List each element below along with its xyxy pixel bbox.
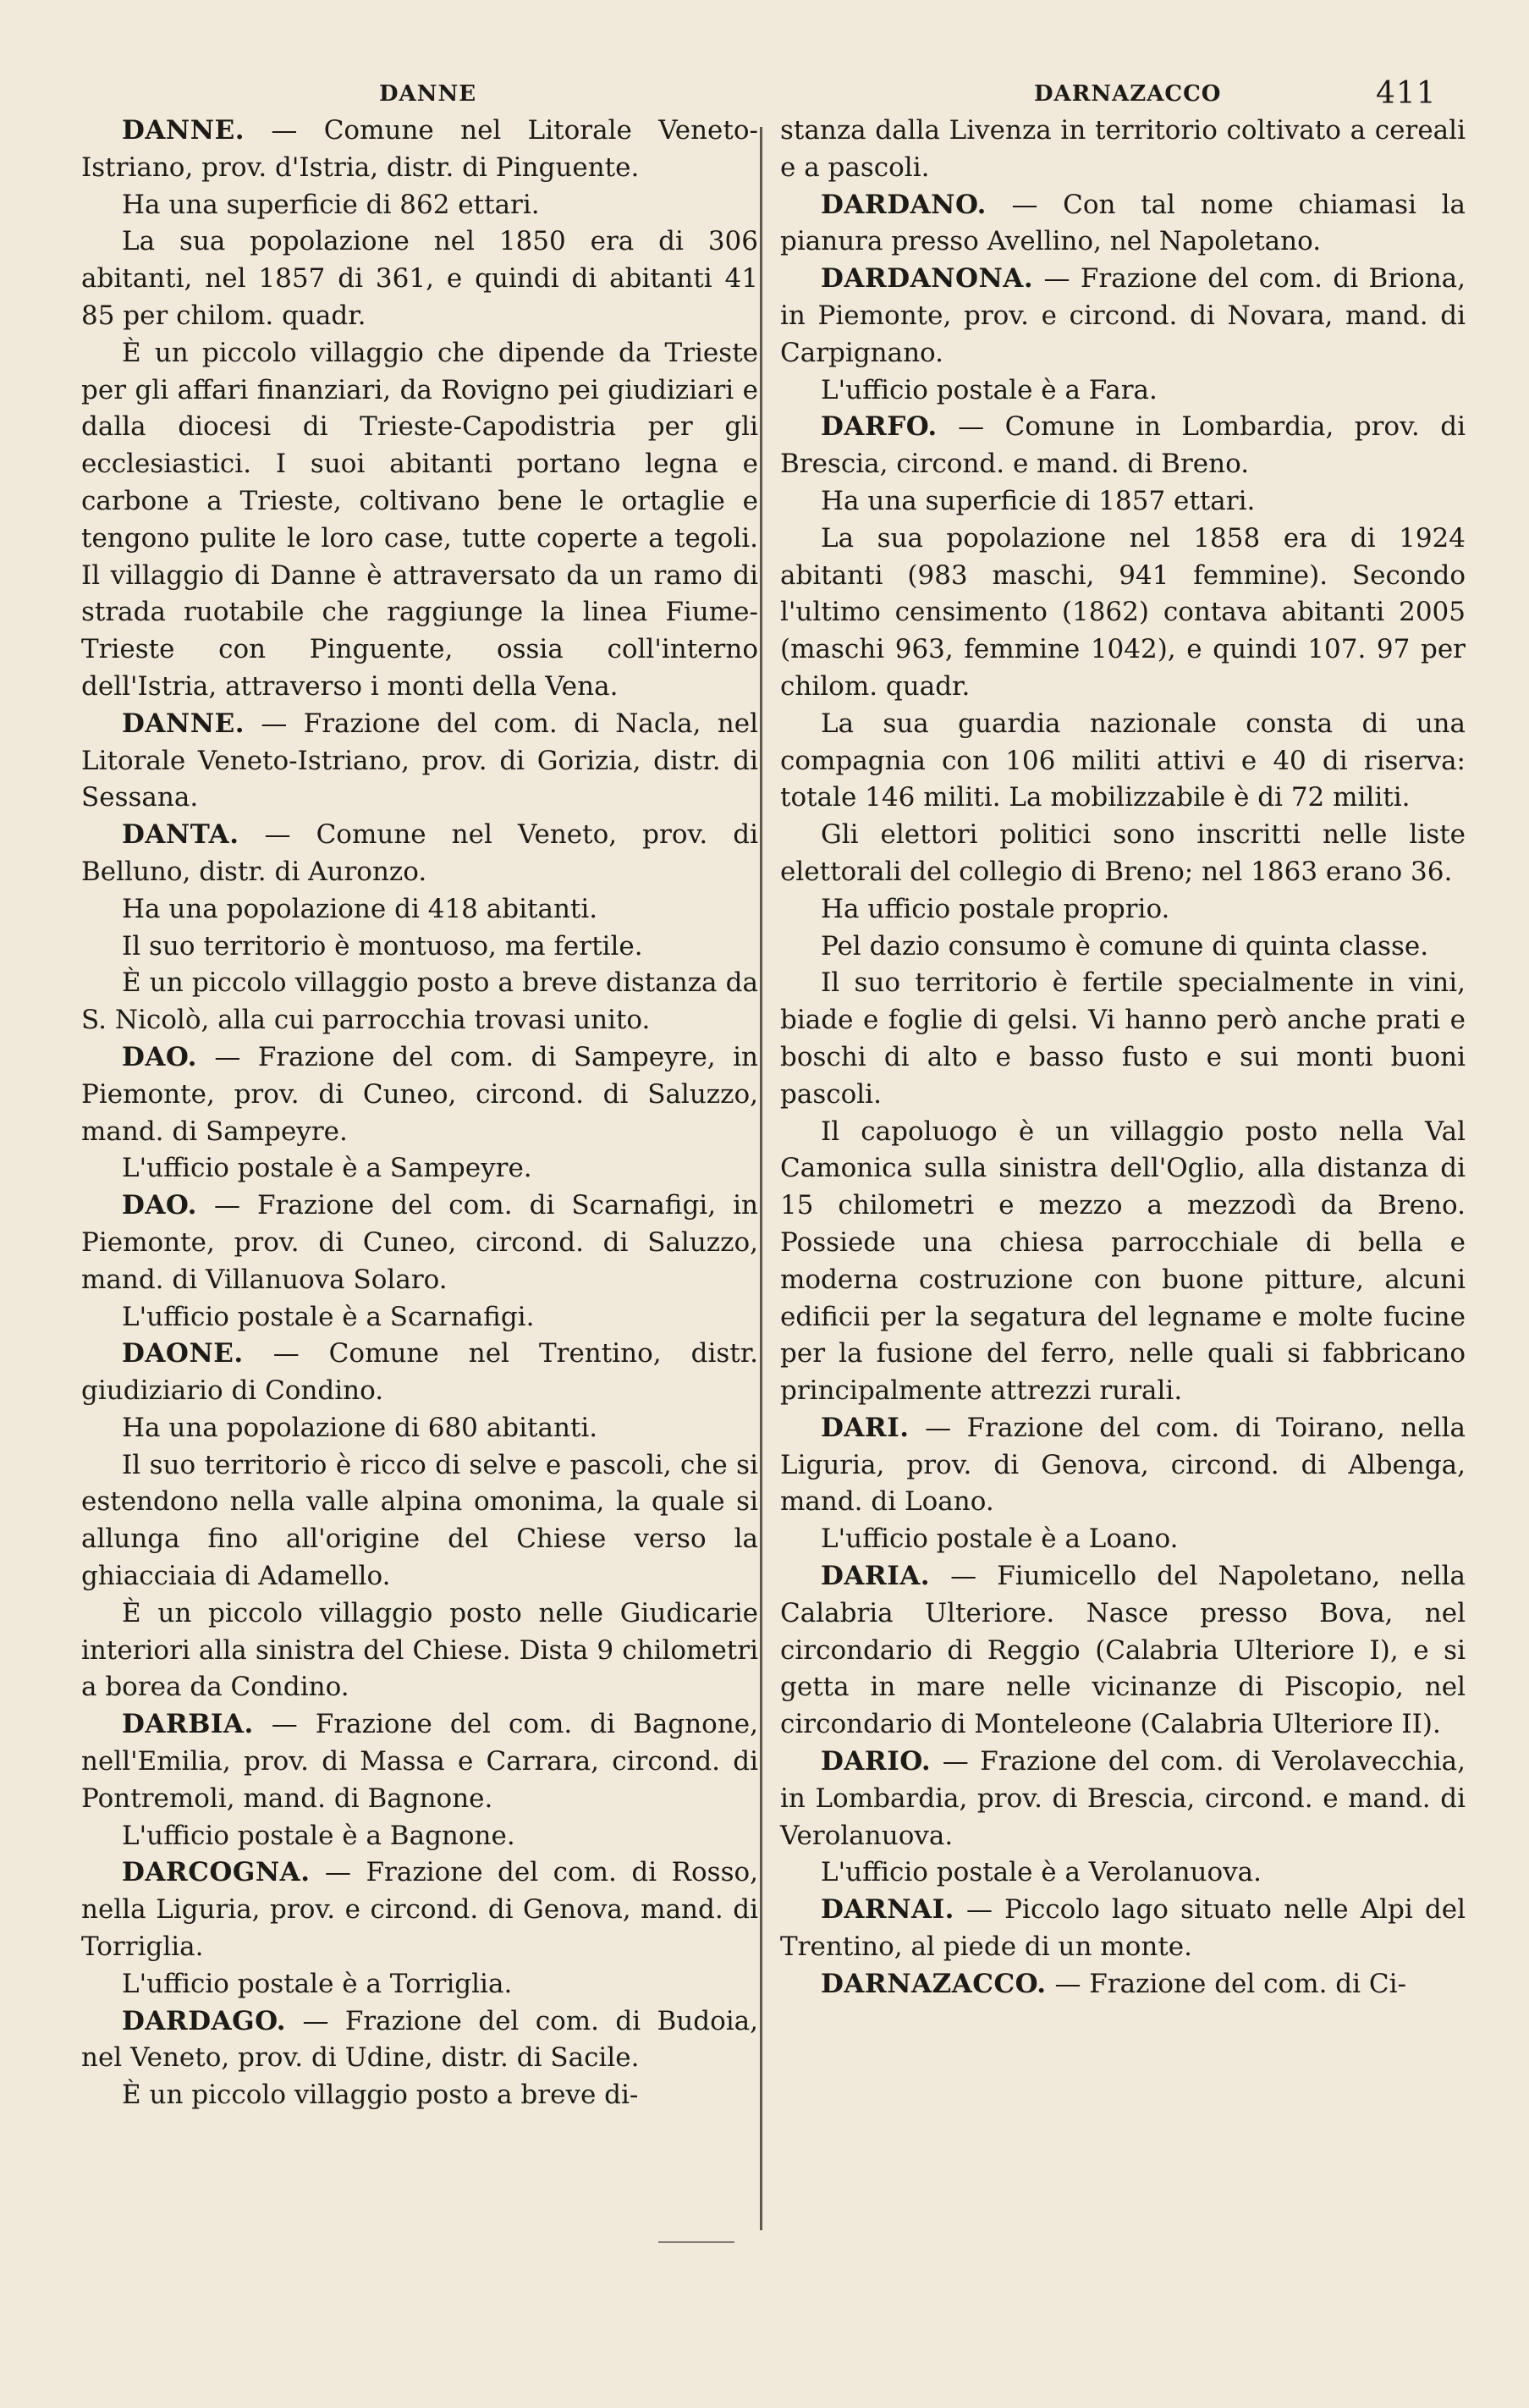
entry-paragraph: [81, 1818, 758, 1855]
entry-text: Il suo territorio è montuoso, ma fertile.: [122, 930, 643, 962]
entry-text: L'ufficio postale è a Sampeyre.: [122, 1153, 532, 1184]
entry-paragraph: [780, 1558, 1466, 1744]
entry-paragraph: [81, 1039, 758, 1150]
entry-text: L'ufficio postale è a Loano.: [821, 1524, 1179, 1555]
entry-paragraph: [780, 1521, 1466, 1558]
entry-text: È un piccolo villaggio che dipende da Trieste per gli affari finanziari, da Rovigno pei giudiziari e dalla diocesi di Trieste-Capodistria per gli ecclesiastici. I suoi abitanti portano legna e carbone a Trieste, coltivano bene le ortaglie e tengono pulite le loro case, tutte coperte a tegoli. Il villaggio di Danne è attraversato da un ramo di strada ruotabile che raggiunge la linea Fiume-Trieste con Pinguente, ossia coll'interno dell'Istria, attraverso i monti della Vena.: [81, 337, 758, 702]
entry-paragraph: [780, 817, 1466, 891]
entry-paragraph: [81, 1187, 758, 1298]
entry-text: — Piccolo lago situato nelle Alpi del Trentino, al piede di un monte.: [780, 1894, 1466, 1963]
page-number: 411: [1376, 76, 1437, 111]
entry-paragraph: [81, 706, 758, 817]
entry-headword: DAO.: [122, 1190, 197, 1221]
entry-headword: DAONE.: [122, 1338, 244, 1369]
entry-text: L'ufficio postale è a Torriglia.: [122, 1968, 513, 1999]
entry-paragraph: [81, 817, 758, 891]
entry-paragraph: [780, 483, 1466, 521]
entry-text: La sua popolazione nel 1850 era di 306 abitanti, nel 1857 di 361, e quindi di abitanti 41 85 per chilom. quadr.: [81, 226, 758, 331]
entry-paragraph: [780, 965, 1466, 1113]
entry-paragraph: [780, 1892, 1466, 1966]
left-column: [81, 113, 758, 2114]
entry-paragraph: [81, 1595, 758, 1706]
running-header-left: DANNE: [379, 81, 477, 107]
entry-paragraph: [780, 928, 1466, 966]
entry-text: Ha una superficie di 1857 ettari.: [821, 485, 1256, 516]
entry-paragraph: [81, 928, 758, 966]
entry-text: La sua popolazione nel 1858 era di 1924 abitanti (983 maschi, 941 femmine). Secondo l'ultimo censimento (1862) contava abitanti 2005 (maschi 963, femmine 1042), e quindi 107. 97 per chilom. quadr.: [780, 522, 1466, 702]
entry-text: — Frazione del com. di Sampeyre, in Piemonte, prov. di Cuneo, circond. di Saluzzo, mand. di Sampeyre.: [81, 1041, 758, 1147]
entry-text: — Frazione del com. di Scarnafigi, in Piemonte, prov. di Cuneo, circond. di Saluzzo, mand. di Villanuova Solaro.: [81, 1190, 758, 1295]
entry-text: — Frazione del com. di Rosso, nella Liguria, prov. e circond. di Genova, mand. di Torriglia.: [81, 1857, 758, 1963]
entry-headword: DANTA.: [122, 819, 239, 851]
entry-paragraph: [81, 223, 758, 334]
entry-paragraph: [81, 1706, 758, 1817]
entry-headword: DARBIA.: [122, 1709, 254, 1740]
entry-text: L'ufficio postale è a Bagnone.: [122, 1820, 515, 1851]
entry-text: — Frazione del com. di Bagnone, nell'Emilia, prov. di Massa e Carrara, circond. di Pontremoli, mand. di Bagnone.: [81, 1709, 758, 1814]
entry-text: L'ufficio postale è a Verolanuova.: [821, 1857, 1262, 1888]
entry-paragraph: [780, 1114, 1466, 1410]
entry-text: — Frazione del com. di Verolavecchia, in Lombardia, prov. di Brescia, circond. e mand. di Verolanuova.: [780, 1746, 1466, 1851]
entry-text: — Frazione del com. di Briona, in Piemonte, prov. e circond. di Novara, mand. di Carpignano.: [780, 263, 1466, 368]
entry-paragraph: [780, 1410, 1466, 1521]
running-header-right: DARNAZACCO: [1034, 81, 1222, 107]
entry-text: — Frazione del com. di Nacla, nel Litorale Veneto-Istriano, prov. di Gorizia, distr. di Sessana.: [81, 708, 758, 813]
entry-paragraph: [780, 372, 1466, 410]
entry-paragraph: [780, 1966, 1466, 2003]
entry-text: — Comune nel Veneto, prov. di Belluno, distr. di Auronzo.: [81, 819, 758, 887]
entry-text: È un piccolo villaggio posto nelle Giudicarie interiori alla sinistra del Chiese. Dista 9 chilometri a borea da Condino.: [81, 1597, 758, 1703]
entry-paragraph: [81, 1966, 758, 2003]
entry-text: Ha una superficie di 862 ettari.: [122, 189, 540, 220]
entry-paragraph: [81, 1336, 758, 1410]
entry-paragraph: [780, 1854, 1466, 1892]
entry-headword: DARDANONA.: [821, 263, 1034, 295]
entry-text: L'ufficio postale è a Scarnafigi.: [122, 1301, 535, 1332]
entry-paragraph: [81, 335, 758, 706]
entry-paragraph: [780, 891, 1466, 928]
entry-text: — Frazione del com. di Toirano, nella Liguria, prov. di Genova, circond. di Albenga, mand. di Loano.: [780, 1412, 1466, 1518]
entry-headword: DARDAGO.: [122, 2005, 287, 2036]
entry-headword: DANNE.: [122, 115, 245, 146]
entry-text: stanza dalla Livenza in territorio coltivato a cereali e a pascoli.: [780, 115, 1466, 183]
footer-ornament: [658, 2241, 734, 2243]
entry-text: Ha ufficio postale proprio.: [821, 893, 1170, 924]
entry-paragraph: [81, 2077, 758, 2114]
entry-paragraph: [81, 1854, 758, 1965]
entry-headword: DAO.: [122, 1041, 197, 1072]
entry-paragraph: [81, 891, 758, 928]
entry-paragraph: [780, 706, 1466, 817]
entry-paragraph: [780, 187, 1466, 262]
entry-text: Il suo territorio è fertile specialmente in vini, biade e foglie di gelsi. Vi hanno però anche prati e boschi di alto e basso fusto e sui monti buoni pascoli.: [780, 967, 1466, 1110]
entry-headword: DARNAI.: [821, 1894, 954, 1926]
entry-paragraph: [780, 261, 1466, 372]
entry-text: Ha una popolazione di 418 abitanti.: [122, 893, 598, 924]
entry-text: Gli elettori politici sono inscritti nelle liste elettorali del collegio di Breno; nel 1863 erano 36.: [780, 819, 1466, 887]
entry-text: È un piccolo villaggio posto a breve distanza da S. Nicolò, alla cui parrocchia trovasi unito.: [81, 967, 758, 1036]
entry-text: Pel dazio consumo è comune di quinta classe.: [821, 930, 1429, 962]
entry-text: — Comune nel Trentino, distr. giudiziario di Condino.: [81, 1338, 758, 1407]
entry-paragraph: [81, 1299, 758, 1336]
entry-paragraph: [780, 409, 1466, 483]
entry-text: — Con tal nome chiamasi la pianura presso Avellino, nel Napoletano.: [780, 189, 1466, 257]
entry-text: — Comune nel Litorale Veneto-Istriano, prov. d'Istria, distr. di Pinguente.: [81, 115, 758, 183]
entry-paragraph: [81, 1447, 758, 1595]
entry-paragraph: [81, 113, 758, 187]
entry-headword: DARNAZACCO.: [821, 1968, 1047, 1999]
entry-text: Il capoluogo è un villaggio posto nella Val Camonica sulla sinistra dell'Oglio, alla distanza di 15 chilometri e mezzo a mezzodì da Breno. Possiede una chiesa parrocchiale di bella e moderna costruzione con buone pitture, alcuni edificii per la segatura del legname e molte fucine per la fusione del ferro, nelle quali si fabbricano principalmente attrezzi rurali.: [780, 1116, 1466, 1407]
entry-headword: DANNE.: [122, 708, 245, 739]
entry-headword: DARDANO.: [821, 189, 987, 220]
entry-paragraph: [81, 965, 758, 1039]
entry-paragraph: [81, 2003, 758, 2078]
entry-paragraph: [81, 1150, 758, 1187]
entry-headword: DARI.: [821, 1412, 910, 1443]
entry-headword: DARIA.: [821, 1561, 931, 1592]
entry-text: Il suo territorio è ricco di selve e pascoli, che si estendono nella valle alpina omonima, la quale si allunga fino all'origine del Chiese verso la ghiacciaia di Adamello.: [81, 1449, 758, 1592]
right-column: [780, 113, 1466, 2003]
column-divider: [760, 127, 762, 2230]
entry-text: Ha una popolazione di 680 abitanti.: [122, 1412, 598, 1443]
entry-text: — Frazione del com. di Ci-: [1046, 1968, 1406, 1999]
entry-text: — Comune in Lombardia, prov. di Brescia, circond. e mand. di Breno.: [780, 411, 1466, 480]
entry-paragraph: [81, 1410, 758, 1447]
entry-text: — Fiumicello del Napoletano, nella Calabria Ulteriore. Nasce presso Bova, nel circondario di Reggio (Calabria Ulteriore I), e si getta in mare nelle vicinanze di Piscopio, nel circondario di Monteleone (Calabria Ulteriore II).: [780, 1561, 1466, 1740]
entry-headword: DARFO.: [821, 411, 938, 443]
entry-text: La sua guardia nazionale consta di una compagnia con 106 militi attivi e 40 di riserva: totale 146 militi. La mobilizzabile è di 72 militi.: [780, 708, 1466, 813]
entry-paragraph: [780, 521, 1466, 706]
entry-text: È un piccolo villaggio posto a breve di-: [122, 2080, 639, 2111]
entry-headword: DARCOGNA.: [122, 1857, 311, 1888]
entry-text: L'ufficio postale è a Fara.: [821, 374, 1158, 405]
entry-text: — Frazione del com. di Budoia, nel Veneto, prov. di Udine, distr. di Sacile.: [81, 2005, 758, 2074]
entry-headword: DARIO.: [821, 1746, 932, 1777]
entry-paragraph: [780, 113, 1466, 187]
entry-paragraph: [81, 187, 758, 224]
entry-paragraph: [780, 1744, 1466, 1854]
